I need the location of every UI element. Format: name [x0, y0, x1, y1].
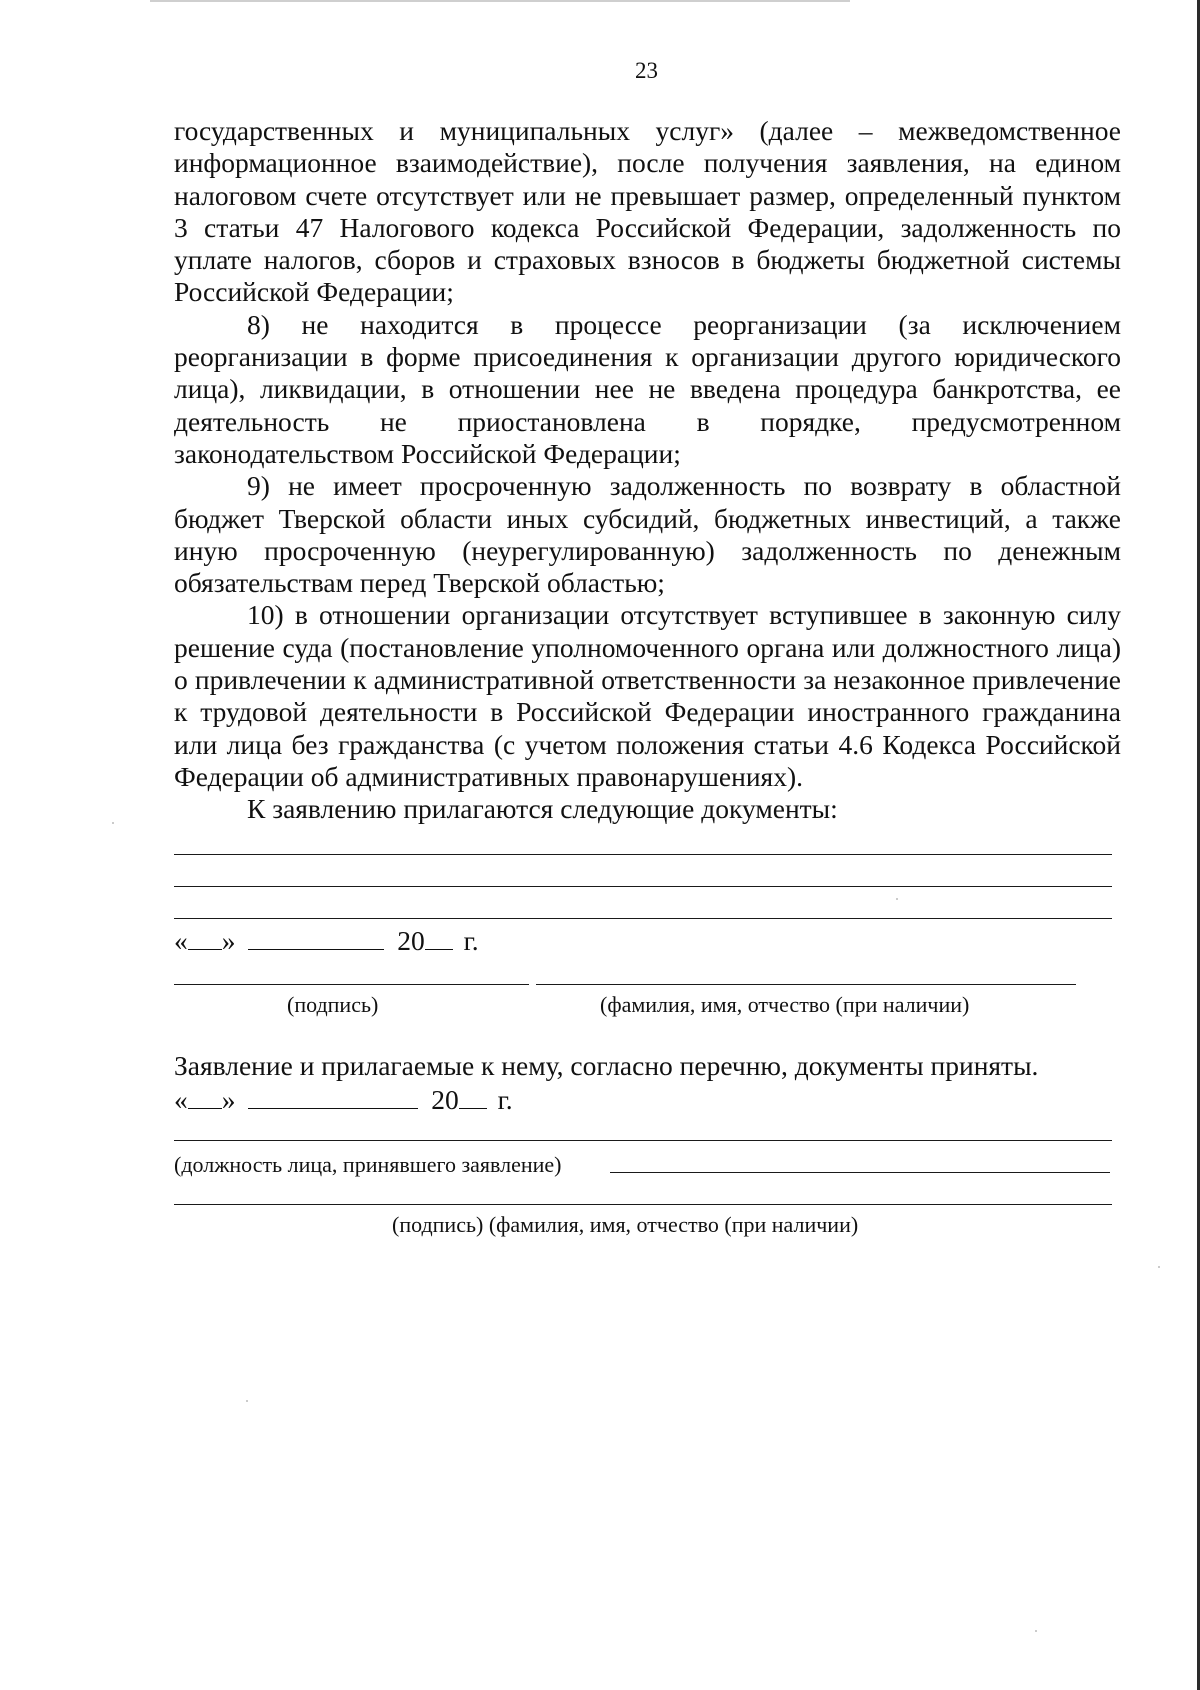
- scan-speck: [112, 822, 114, 824]
- day-blank[interactable]: [188, 1088, 222, 1109]
- year-blank[interactable]: [425, 929, 453, 950]
- paragraph-item-10: 10) в отношении организации отсутствует вступившее в законную силу решение суда (постановление уполномоченного органа или должностного лица) о привлечении к административной ответственности за незаконное привлечение к трудовой деятельности в Российской Федерации иностранного гражданина или лица без гражданства (с учетом положения статьи 4.6 Кодекса Российской Федерации об административных правонарушениях).: [174, 599, 1121, 792]
- attachment-line-2[interactable]: [174, 886, 1112, 887]
- year-suffix: г.: [497, 1084, 513, 1115]
- attachment-line-3[interactable]: [174, 918, 1112, 919]
- name-caption: (фамилия, имя, отчество (при наличии): [600, 992, 970, 1017]
- quote-open: «: [174, 1084, 188, 1115]
- paragraph-item-9: 9) не имеет просроченную задолженность по возврату в областной бюджет Тверской области иных субсидий, бюджетных инвестиций, а также иную просроченную (неурегулированную) задолженность по денежным обязательствам перед Тверской областью;: [174, 470, 1121, 599]
- year-prefix: 20: [431, 1084, 459, 1115]
- scan-speck: [1158, 1266, 1160, 1268]
- attachments-heading: К заявлению прилагаются следующие документы:: [247, 793, 838, 825]
- acceptance-statement: Заявление и прилагаемые к нему, согласно перечню, документы приняты.: [174, 1050, 1039, 1081]
- position-caption: (должность лица, принявшего заявление): [174, 1152, 562, 1177]
- month-blank[interactable]: [248, 1088, 418, 1109]
- paragraph-item-8: 8) не находится в процессе реорганизации (за исключением реорганизации в форме присоединения к организации другого юридического лица), ликвидации, в отношении нее не введена процедура банкротства, ее деятельность не приостановлена в порядке, предусмотренном законодательством Российской Федерации;: [174, 308, 1121, 469]
- page-number: 23: [635, 58, 658, 83]
- paragraph-continuation: государственных и муниципальных услуг» (далее – межведомственное информационное взаимодействие), после получения заявления, на едином налоговом счете отсутствует или не превышает размер, определенный пунктом 3 статьи 47 Налогового кодекса Российской Федерации, задолженность по уплате налогов, сборов и страховых взносов в бюджеты бюджетной системы Российской Федерации;: [174, 115, 1121, 308]
- quote-close: »: [221, 1084, 236, 1115]
- acceptance-sign-line[interactable]: [174, 1204, 1112, 1205]
- body-text: [174, 115, 1121, 826]
- scan-speck: [1035, 1630, 1037, 1632]
- quote-close: »: [221, 925, 236, 956]
- year-blank[interactable]: [459, 1088, 487, 1109]
- scan-speck: [246, 1400, 248, 1402]
- scan-speck: [896, 898, 898, 900]
- year-suffix: г.: [463, 925, 479, 956]
- applicant-name-line[interactable]: [536, 984, 1076, 985]
- year-prefix: 20: [397, 925, 425, 956]
- quote-open: «: [174, 925, 188, 956]
- sign-caption: (подпись) (фамилия, имя, отчество (при наличии): [392, 1212, 859, 1237]
- attachment-line-1[interactable]: [174, 854, 1112, 855]
- scan-edge-top: [150, 0, 850, 2]
- month-blank[interactable]: [248, 929, 384, 950]
- acceptance-line-1[interactable]: [174, 1140, 1112, 1141]
- day-blank[interactable]: [188, 929, 222, 950]
- applicant-signature-line[interactable]: [174, 984, 529, 985]
- signature-caption: (подпись): [287, 992, 379, 1017]
- applicant-date-row: [174, 925, 479, 957]
- acceptance-date-row: [174, 1084, 513, 1116]
- position-line[interactable]: [610, 1172, 1110, 1173]
